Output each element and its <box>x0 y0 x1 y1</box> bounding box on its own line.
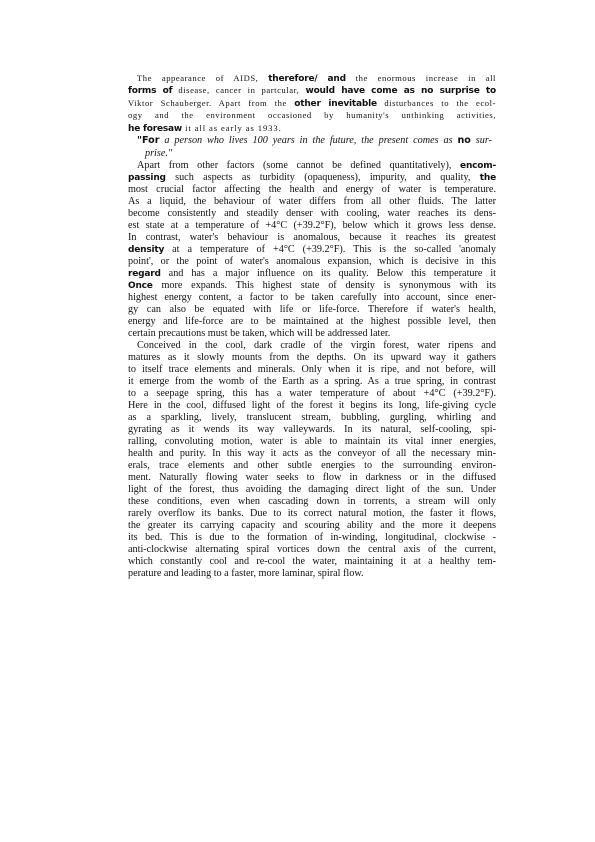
p1-text: The appearance of AIDS, <box>137 73 269 83</box>
p1-bold-correction: he foresaw <box>128 124 183 134</box>
p2-text: As a liquid, the behaviour of water differs from all other fluids. The latter <box>128 196 496 207</box>
p2-text: and has a major influence on its quality. Below this temperature it <box>160 268 496 279</box>
p2-bold-correction: passing <box>128 173 166 183</box>
quote-line-2 <box>145 148 345 160</box>
p3-line-3: to itself trace elements and minerals. Only when it is ripe, and not before, will <box>128 364 496 375</box>
p3-line-13: light of the forest, thus avoiding the damaging direct light of the sun. Under <box>128 484 496 495</box>
p2-line-9 <box>128 256 496 268</box>
p3-line-20: perature and leading to a faster, more laminar, spiral flow. <box>128 568 364 579</box>
p2-text: certain precautions must be taken, which will be addressed later. <box>128 328 391 339</box>
p3-line-11: erals, trace elements and other subtle energies to the surrounding environ- <box>128 460 496 471</box>
p3-line-19: which constantly cool and re-cool the water, maintaining it at a healthy tem- <box>128 556 496 567</box>
p1-line-1 <box>128 72 496 84</box>
p3-line-5: to a seepage spring, this has a water temperature of about +4°C (+39.2°F). <box>128 388 496 399</box>
p1-line-3 <box>128 97 496 109</box>
p2-line-12 <box>128 292 496 304</box>
p2-line-14 <box>128 316 496 328</box>
p2-bold-correction: encom- <box>460 161 496 171</box>
p2-text: gy can also be equated with life or life-force. Therefore if water's health, <box>128 304 496 315</box>
p2-text: In contrast, water's behaviour is anomalous, because it reaches its greatest <box>128 232 496 243</box>
p3-line-16: the greater its carrying capacity and scouring ability and the more it deepens <box>128 520 496 531</box>
p3-line-9: ralling, convoluting motion, water is able to maintain its vital inner energies, <box>128 436 496 447</box>
p1-line-5 <box>128 122 496 134</box>
p3-line-7: as a sparkling, lively, translucent stream, bubbling, gurgling, whirling and <box>128 412 496 423</box>
quote-bold-correction: no <box>457 135 471 146</box>
p2-line-15 <box>128 328 496 340</box>
p2-text: point', or the point of water's anomalous expansion, which is decisive in this <box>128 256 496 267</box>
quote-bold-correction: "For <box>137 135 160 146</box>
p2-text: such aspects as turbidity (opaqueness), impurity, and quality, <box>165 172 480 183</box>
p2-bold-correction: Once <box>128 281 153 291</box>
p3-line-12: ment. Naturally flowing water seeks to flow in darkness or in the diffused <box>128 472 496 483</box>
p2-line-8 <box>128 244 496 256</box>
p2-bold-correction: regard <box>128 269 161 279</box>
p3-line-10: health and purity. In this way it acts as the conveyor of all the necessary min- <box>128 448 496 459</box>
p3-line-17: its bed. This is due to the formation of in-winding, longitudinal, clockwise - <box>128 532 496 543</box>
p2-text: highest energy content, a factor to be taken carefully into account, since ener- <box>128 292 496 303</box>
p3-line-2: matures as it slowly mounts from the depths. On its upward way it gathers <box>128 352 496 363</box>
p1-line-4 <box>128 109 496 121</box>
p2-line-6 <box>128 220 496 232</box>
p1-text: Viktor Schauberger. Apart from the <box>128 98 295 108</box>
p1-line-2 <box>128 84 496 96</box>
p3-line-15: rarely overflow its banks. Due to its correct natural motion, the faster it flows, <box>128 508 496 519</box>
p2-bold-correction: the <box>479 173 496 183</box>
p1-bold-correction: therefore/ and <box>268 74 346 84</box>
p2-line-4 <box>128 196 496 208</box>
p1-text: ogy and the environment occasioned by humanity's unthinking activities, <box>128 110 496 120</box>
p3-line-1: Conceived in the cool, dark cradle of the virgin forest, water ripens and <box>137 340 496 351</box>
p2-line-11 <box>128 280 496 292</box>
p2-line-3 <box>128 184 496 196</box>
p1-text: it all as early as 1933. <box>182 123 282 133</box>
p1-bold-correction: would have come as no surprise to <box>305 86 497 96</box>
p2-text: at a temperature of +4°C (+39.2°F). This is the so-called 'anomaly <box>164 244 496 255</box>
p2-text: Apart from other factors (some cannot be defined quantitatively), <box>137 160 461 171</box>
quote-text: prise." <box>145 148 173 159</box>
p3-line-14: these conditions, even when cascading down in torrents, a stream will only <box>128 496 496 507</box>
p1-bold-correction: forms of <box>128 86 173 96</box>
p1-text: the enormous increase in all <box>345 73 496 83</box>
p1-text: disturbances to the ecol- <box>376 98 496 108</box>
p2-line-5 <box>128 208 496 220</box>
p3-line-4: it emerge from the womb of the Earth as a spring. As a true spring, in contrast <box>128 376 496 387</box>
p2-line-2 <box>128 172 496 184</box>
p3-line-8: gyrating as it wends its way valleywards. In its natural, self-cooling, spi- <box>128 424 496 435</box>
p3-line-18: anti-clockwise alternating spiral vortices down the central axis of the current, <box>128 544 496 555</box>
quote-line-1 <box>137 135 492 147</box>
p2-text: most crucial factor affecting the health and energy of water is temperature. <box>128 184 496 195</box>
quote-text: a person who lives 100 years in the future, the present comes as <box>159 135 458 146</box>
p3-line-6: Here in the cool, diffused light of the forest it begins its long, life-giving cycle <box>128 400 496 411</box>
p1-text: disease, cancer in partcular, <box>172 85 306 95</box>
p2-line-10 <box>128 268 496 280</box>
p2-text: est state at a temperature of +4°C (+39.2°F), below which it grows less dense. <box>128 220 496 231</box>
quote-text: sur- <box>470 135 492 146</box>
p2-text: energy and life-force are to be maintained at the highest possible level, then <box>128 316 496 327</box>
p2-bold-correction: density <box>128 245 165 255</box>
p2-line-7 <box>128 232 496 244</box>
p2-line-1 <box>128 160 496 172</box>
p2-line-13 <box>128 304 496 316</box>
p2-text: more expands. This highest state of density is synonymous with its <box>152 280 496 291</box>
p1-bold-correction: other inevitable <box>294 99 377 109</box>
p2-text: become consistently and steadily denser with cooling, water reaches its dens- <box>128 208 496 219</box>
